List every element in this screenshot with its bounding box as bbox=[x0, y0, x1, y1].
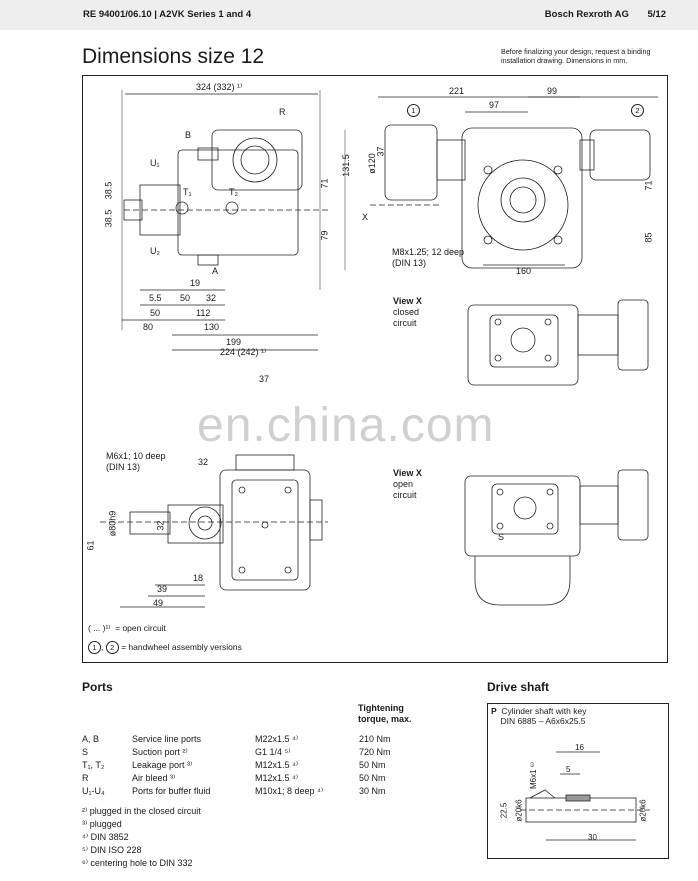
dim-130: 130 bbox=[204, 322, 220, 332]
shaft-dim-16: 16 bbox=[575, 743, 584, 752]
dim-97: 97 bbox=[489, 100, 500, 110]
footnote-4: ⁴⁾ DIN 3852 bbox=[82, 832, 129, 842]
shaft-dim-30: 30 bbox=[588, 833, 597, 842]
legend-open-circuit: ( ... )¹⁾ = open circuit bbox=[88, 623, 166, 633]
dim-85: 85 bbox=[643, 232, 654, 243]
dim-5-5: 5.5 bbox=[149, 293, 162, 303]
port-label-r: R bbox=[279, 107, 286, 117]
port-label-t2: T₂ bbox=[229, 187, 238, 197]
dim-79: 79 bbox=[319, 230, 330, 241]
dim-50-b: 50 bbox=[180, 293, 191, 303]
view-x-open-caption: View X open circuit bbox=[393, 468, 422, 500]
dim-112: 112 bbox=[196, 308, 211, 318]
m8-thread-note: M8x1.25; 12 deep (DIN 13) bbox=[392, 247, 465, 268]
dim-160: 160 bbox=[516, 266, 532, 276]
shaft-dim-dia-right: ø20k6 bbox=[638, 799, 648, 822]
design-note: Before finalizing your design, request a binding installation drawing. Dimensions in mm. bbox=[501, 47, 651, 65]
port-label-b: B bbox=[185, 130, 192, 140]
port-label-u2: U₂ bbox=[150, 246, 160, 256]
front-view-pump bbox=[370, 97, 658, 268]
dim-dia-80: ø80h9 bbox=[107, 510, 118, 537]
dim-32-bottom: 32 bbox=[206, 293, 217, 303]
dim-37-top: 37 bbox=[375, 146, 386, 157]
port-thread: G1 1/4 ⁵⁾ bbox=[255, 747, 291, 757]
port-desc: Service line ports bbox=[132, 734, 202, 744]
dim-19: 19 bbox=[190, 278, 201, 288]
dim-dia-120: ø120 bbox=[366, 153, 377, 174]
port-label-s: S bbox=[498, 532, 505, 542]
bottom-left-view bbox=[100, 455, 328, 607]
dim-37-lower: 37 bbox=[259, 374, 270, 384]
port-port: T₁, T₂ bbox=[82, 760, 105, 770]
dim-199: 199 bbox=[226, 337, 242, 347]
footnote-2: ²⁾ plugged in the closed circuit bbox=[82, 806, 201, 816]
port-label-u1: U₁ bbox=[150, 158, 160, 168]
port-thread: M12x1.5 ⁴⁾ bbox=[255, 773, 299, 783]
company-name: Bosch Rexroth AG bbox=[544, 9, 629, 20]
view-x-closed bbox=[468, 300, 648, 385]
page-title: Dimensions size 12 bbox=[82, 45, 265, 68]
view-x-closed-caption: View X closed circuit bbox=[393, 296, 422, 328]
dim-overall-length: 324 (332) ¹⁾ bbox=[196, 82, 243, 92]
dim-221: 221 bbox=[449, 86, 465, 96]
view-x-open bbox=[465, 470, 648, 605]
port-port: S bbox=[82, 747, 89, 757]
dim-71-left: 71 bbox=[319, 178, 330, 189]
torque-column-header: Tightening torque, max. bbox=[358, 703, 412, 724]
view-label-x: X bbox=[362, 212, 369, 222]
watermark: en.china.com bbox=[197, 399, 495, 452]
dim-71-right: 71 bbox=[643, 180, 654, 191]
port-port: A, B bbox=[82, 734, 100, 744]
dim-18: 18 bbox=[193, 573, 204, 583]
shaft-dim-22-5: 22.5 bbox=[499, 802, 509, 819]
handwheel-marker-2: 2 bbox=[631, 104, 644, 117]
port-torque: 50 Nm bbox=[359, 773, 386, 783]
footnote-6: ⁶⁾ centering hole to DIN 332 bbox=[82, 858, 193, 868]
handwheel-marker-1: 1 bbox=[407, 104, 420, 117]
dim-49: 49 bbox=[153, 598, 164, 608]
port-torque: 720 Nm bbox=[359, 747, 391, 757]
dim-80: 80 bbox=[143, 322, 154, 332]
dim-32-vertical: 32 bbox=[155, 520, 166, 531]
port-desc: Leakage port ³⁾ bbox=[132, 760, 193, 770]
drive-shaft-description: P Cylinder shaft with key DIN 6885 – A6x6x25.5 bbox=[491, 706, 587, 726]
shaft-dim-5: 5 bbox=[566, 765, 571, 774]
dim-39: 39 bbox=[157, 584, 168, 594]
dim-61: 61 bbox=[85, 540, 96, 551]
port-thread: M10x1; 8 deep ⁴⁾ bbox=[255, 786, 324, 796]
port-thread: M12x1.5 ⁴⁾ bbox=[255, 760, 299, 770]
shaft-dim-m6: M6x1 ⁶⁾ bbox=[529, 761, 539, 790]
port-torque: 210 Nm bbox=[359, 734, 391, 744]
page-number: 5/12 bbox=[647, 9, 666, 20]
port-port: U₁-U₄ bbox=[82, 786, 105, 796]
port-desc: Air bleed ³⁾ bbox=[132, 773, 176, 783]
dim-38-5-top: 38.5 bbox=[103, 181, 114, 200]
m6-thread-note: M6x1; 10 deep (DIN 13) bbox=[106, 451, 166, 472]
port-port: R bbox=[82, 773, 89, 783]
legend-handwheel: 1 , 2 = handwheel assembly versions bbox=[88, 641, 242, 654]
dim-99: 99 bbox=[547, 86, 558, 96]
dim-38-5-bottom: 38.5 bbox=[103, 209, 114, 228]
port-torque: 30 Nm bbox=[359, 786, 386, 796]
dim-131-5: 131.5 bbox=[340, 154, 351, 177]
port-thread: M22x1.5 ⁴⁾ bbox=[255, 734, 299, 744]
dim-50-a: 50 bbox=[150, 308, 161, 318]
port-label-a: A bbox=[212, 266, 219, 276]
footnote-5: ⁵⁾ DIN ISO 228 bbox=[82, 845, 142, 855]
ports-title: Ports bbox=[82, 680, 113, 694]
dim-224: 224 (242) ¹⁾ bbox=[220, 347, 267, 357]
drive-shaft-frame bbox=[487, 703, 669, 859]
footnote-3: ³⁾ plugged bbox=[82, 819, 122, 829]
port-desc: Suction port ²⁾ bbox=[132, 747, 188, 757]
port-label-t1: T₁ bbox=[183, 187, 192, 197]
doc-reference: RE 94001/06.10 | A2VK Series 1 and 4 bbox=[83, 9, 252, 20]
shaft-dim-dia-left: ø20k6 bbox=[514, 799, 524, 822]
dim-32-lower: 32 bbox=[198, 457, 209, 467]
port-torque: 50 Nm bbox=[359, 760, 386, 770]
port-desc: Ports for buffer fluid bbox=[132, 786, 211, 796]
drive-shaft-title: Drive shaft bbox=[487, 680, 550, 694]
